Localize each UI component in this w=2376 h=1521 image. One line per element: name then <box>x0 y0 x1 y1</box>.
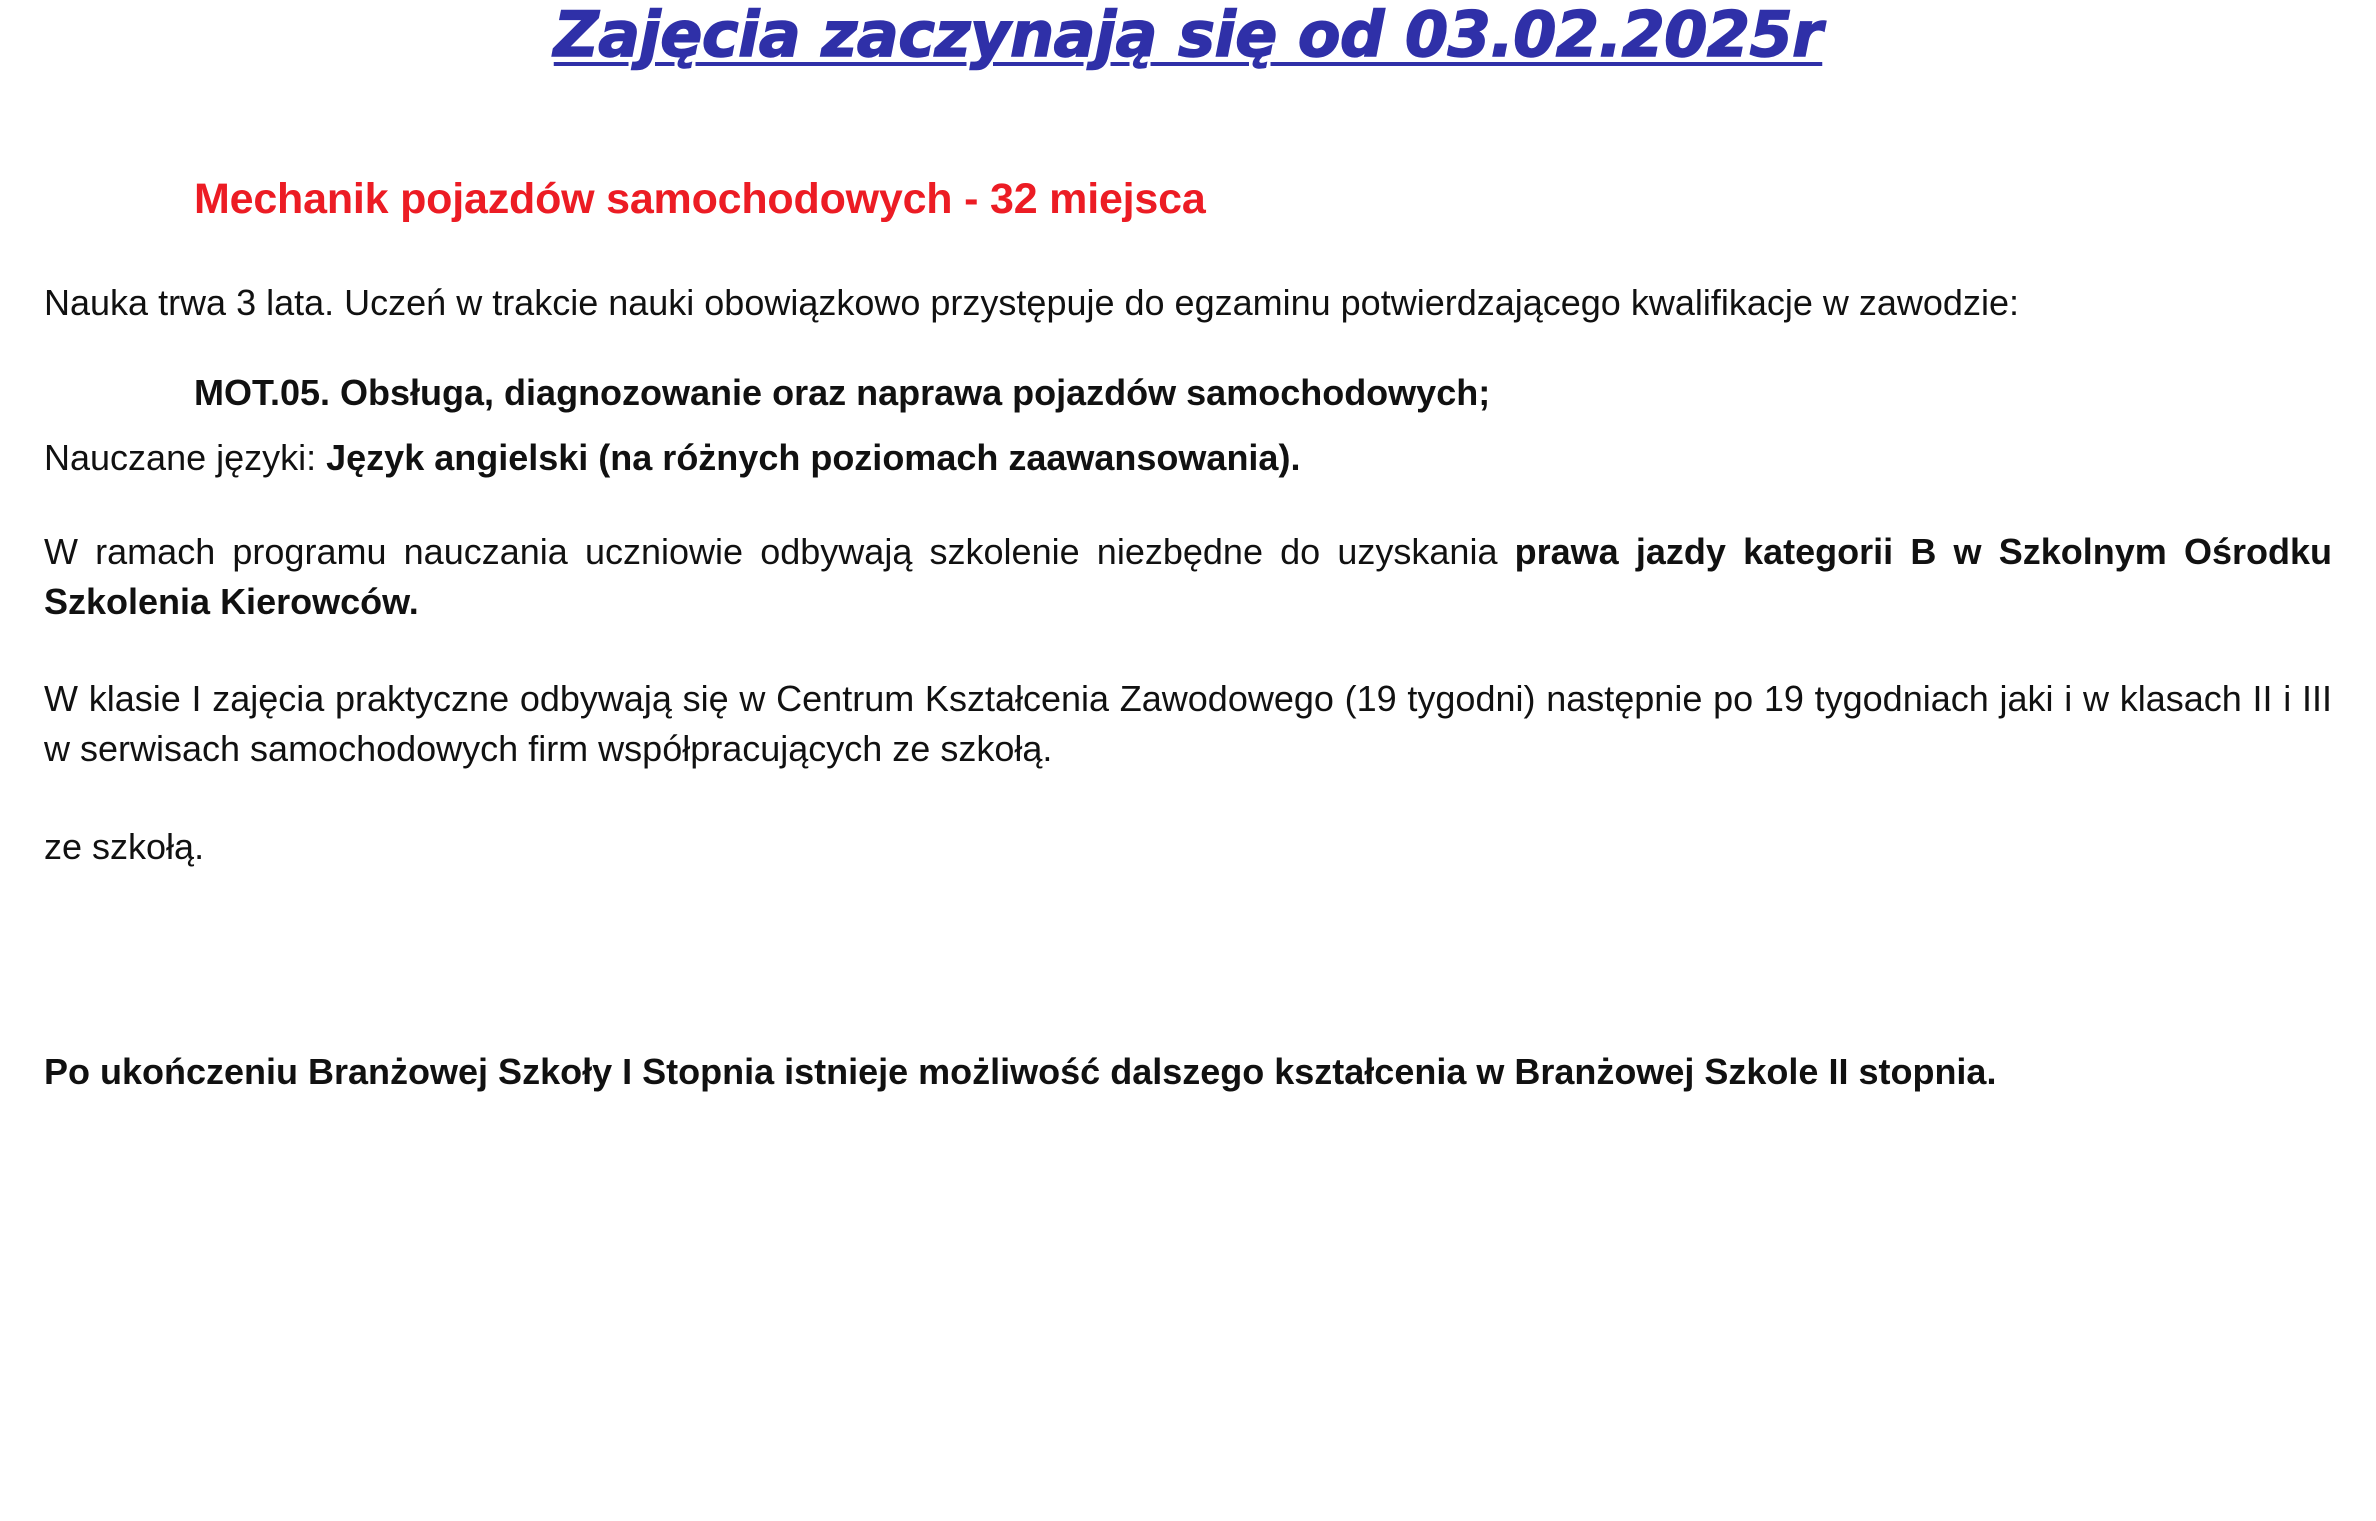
languages-value: Język angielski (na różnych poziomach zaawansowania). <box>326 437 1301 479</box>
paragraph-languages <box>44 417 2332 483</box>
languages-label: Nauczane języki: <box>44 437 327 479</box>
paragraph-practice: W klasie I zajęcia praktyczne odbywają się w Centrum Kształcenia Zawodowego (19 tygodni) następnie po 19 tygodniach jaki i w klasach II i III w serwisach samochodowych firm współpracujących ze szkołą. <box>44 678 2332 770</box>
program-subtitle: Mechanik pojazdów samochodowych - 32 miejsca <box>194 175 1206 224</box>
paragraph-final: Po ukończeniu Branżowej Szkoły I Stopnia istnieje możliwość dalszego kształcenia w Branżowej Szkole II stopnia. <box>44 1051 1997 1093</box>
paragraph-intro: Nauka trwa 3 lata. Uczeń w trakcie nauki obowiązkowo przystępuje do egzaminu potwierdzającego kwalifikacje w zawodzie: <box>44 282 2019 324</box>
paragraph-program <box>44 483 2332 626</box>
page-title <box>44 0 2332 71</box>
page-title-text: Zajęcia zaczynają się od 03.02.2025r <box>553 0 1823 71</box>
paragraph-qualification: MOT.05. Obsługa, diagnozowanie oraz naprawa pojazdów samochodowych; <box>194 371 1491 413</box>
program-text-plain: W ramach programu nauczania uczniowie odbywają szkolenie niezbędne do uzyskania <box>44 531 1515 573</box>
paragraph-tail: ze szkołą. <box>44 825 205 867</box>
program-text-bold: prawa jazdy kategorii B w Szkolnym Ośrodku Szkolenia Kierowców. <box>44 531 2332 622</box>
